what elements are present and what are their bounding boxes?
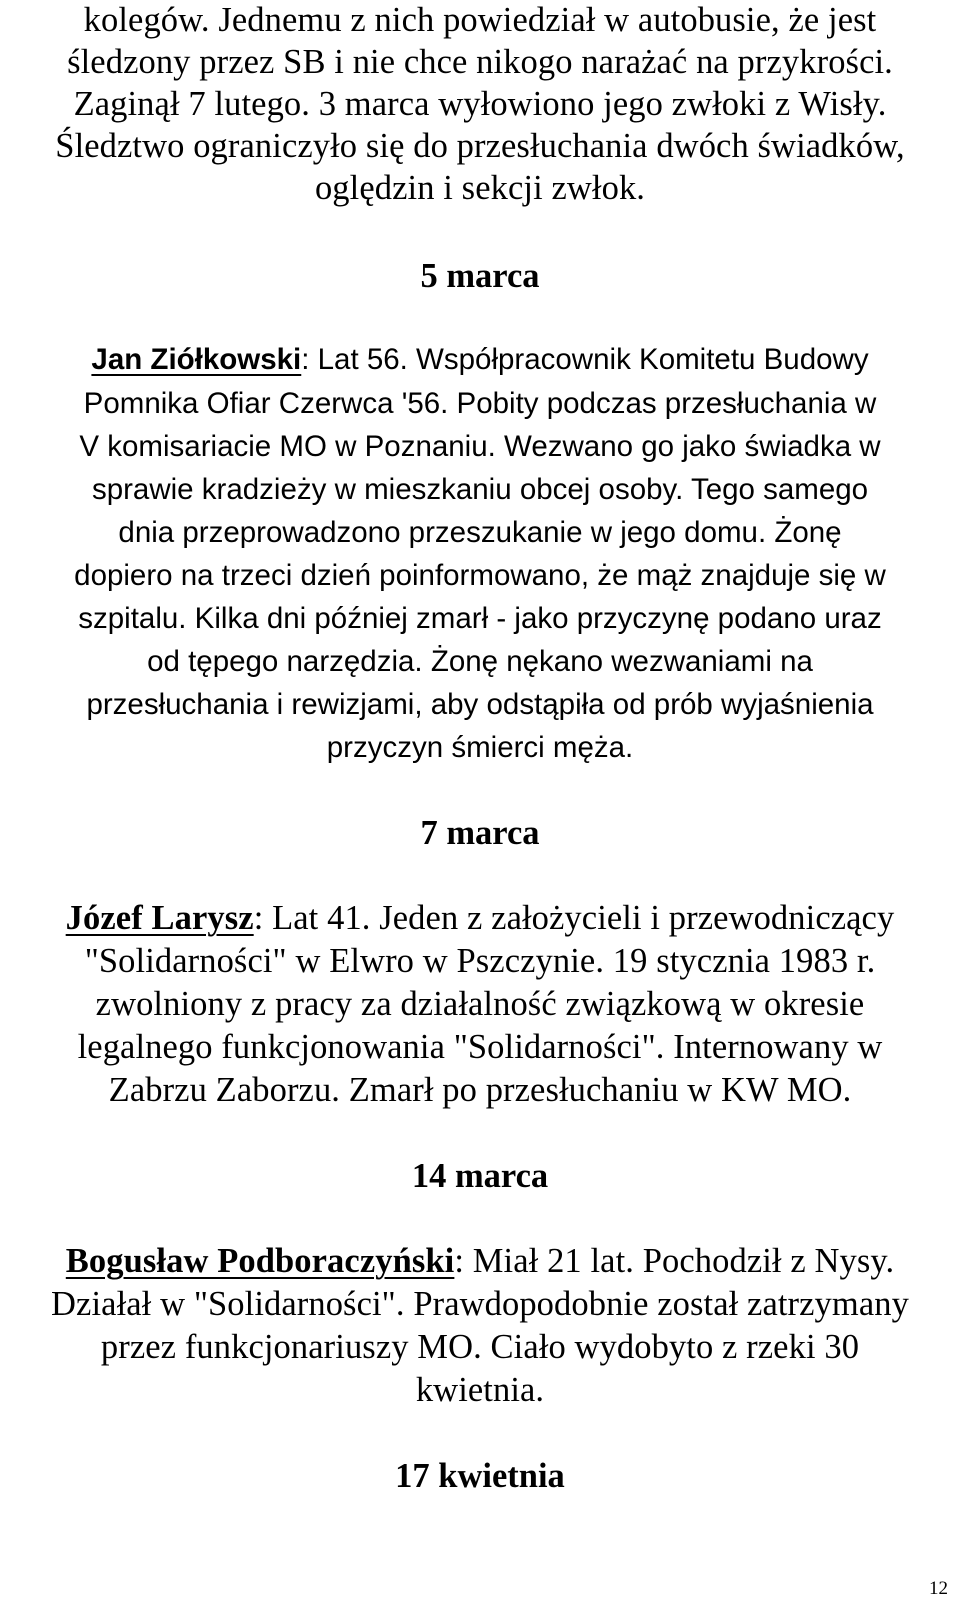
- date-heading: 14 marca: [411, 1157, 549, 1195]
- person-name: Bogusław Podboraczyński: [65, 1242, 455, 1280]
- entry-line: zwolniony z pracy za działalność związkową w okresie: [95, 985, 865, 1023]
- entry-line: kwietnia.: [415, 1371, 545, 1409]
- entry-text: : Lat 56. Współpracownik Komitetu Budowy: [301, 343, 869, 376]
- entry-line: przez funkcjonariuszy MO. Ciało wydobyto z rzeki 30: [100, 1328, 860, 1366]
- entry-line: przyczyn śmierci męża.: [326, 731, 634, 764]
- entry-line: przesłuchania i rewizjami, aby odstąpiła od prób wyjaśnienia: [86, 688, 874, 721]
- intro-line: śledzony przez SB i nie chce nikogo narażać na przykrości.: [67, 43, 893, 81]
- entry-first-line: [0, 1239, 960, 1283]
- entry-line: sprawie kradzieży w mieszkaniu obcej osoby. Tego samego: [91, 473, 869, 506]
- entry-line: Pomnika Ofiar Czerwca '56. Pobity podczas przesłuchania w: [83, 387, 877, 420]
- date-heading: 5 marca: [420, 257, 540, 295]
- entry-line: Działał w "Solidarności". Prawdopodobnie został zatrzymany: [51, 1285, 909, 1323]
- intro-line: Zaginął 7 lutego. 3 marca wyłowiono jego zwłoki z Wisły.: [73, 85, 887, 123]
- entry-line: V komisariacie MO w Poznaniu. Wezwano go jako świadka w: [79, 430, 881, 463]
- date-heading: 17 kwietnia: [395, 1457, 565, 1495]
- entry-line: dopiero na trzeci dzień poinformowano, że mąż znajduje się w: [74, 559, 886, 592]
- person-name: Jan Ziółkowski: [91, 343, 302, 376]
- intro-line: oględzin i sekcji zwłok.: [314, 169, 646, 207]
- entry-line: Zabrzu Zaborzu. Zmarł po przesłuchaniu w KW MO.: [108, 1071, 852, 1109]
- entry-line: legalnego funkcjonowania "Solidarności". Internowany w: [77, 1028, 883, 1066]
- entry-line: szpitalu. Kilka dni później zmarł - jako przyczynę podano uraz: [78, 602, 882, 635]
- entry-line: od tępego narzędzia. Żonę nękano wezwaniami na: [147, 645, 813, 678]
- entry-line: dnia przeprowadzono przeszukanie w jego domu. Żonę: [118, 516, 842, 549]
- entry-first-line: [0, 896, 960, 940]
- intro-line: kolegów. Jednemu z nich powiedział w autobusie, że jest: [83, 1, 877, 39]
- entry-text: : Lat 41. Jeden z założycieli i przewodniczący: [253, 899, 895, 937]
- date-heading: 7 marca: [420, 814, 540, 852]
- page-number: 12: [929, 1578, 948, 1599]
- entry-text: : Miał 21 lat. Pochodził z Nysy.: [454, 1242, 895, 1280]
- entry-first-line: [0, 338, 960, 381]
- intro-line: Śledztwo ograniczyło się do przesłuchania dwóch świadków,: [55, 127, 905, 165]
- entry-line: "Solidarności" w Elwro w Pszczynie. 19 stycznia 1983 r.: [84, 942, 876, 980]
- person-name: Józef Larysz: [65, 899, 254, 937]
